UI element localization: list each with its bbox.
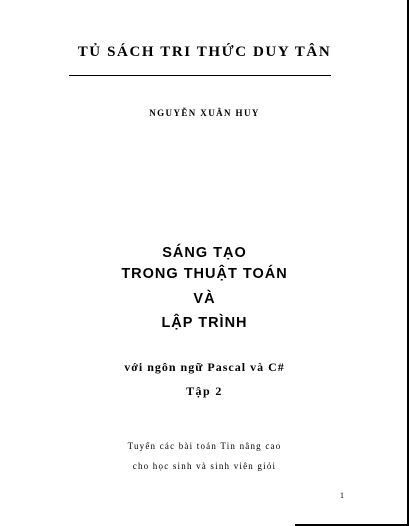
page-number: 1 <box>340 491 344 500</box>
book-title-line-1: SÁNG TẠO <box>162 245 247 261</box>
title-divider <box>69 75 331 76</box>
volume-label: Tập 2 <box>186 384 223 398</box>
series-title: TỦ SÁCH TRI THỨC DUY TÂN <box>77 44 332 60</box>
book-title-line-4: LẬP TRÌNH <box>161 315 248 331</box>
description-line-2: cho học sinh và sinh viên giỏi <box>132 461 277 471</box>
book-subtitle: với ngôn ngữ Pascal và C# <box>124 360 285 374</box>
book-title-line-2: TRONG THUẬT TOÁN <box>121 266 288 282</box>
description-line-1: Tuyển các bài toán Tin nâng cao <box>127 441 282 451</box>
book-title-line-3: VÀ <box>193 291 216 307</box>
author-name: NGUYỄN XUÂN HUY <box>149 108 260 118</box>
